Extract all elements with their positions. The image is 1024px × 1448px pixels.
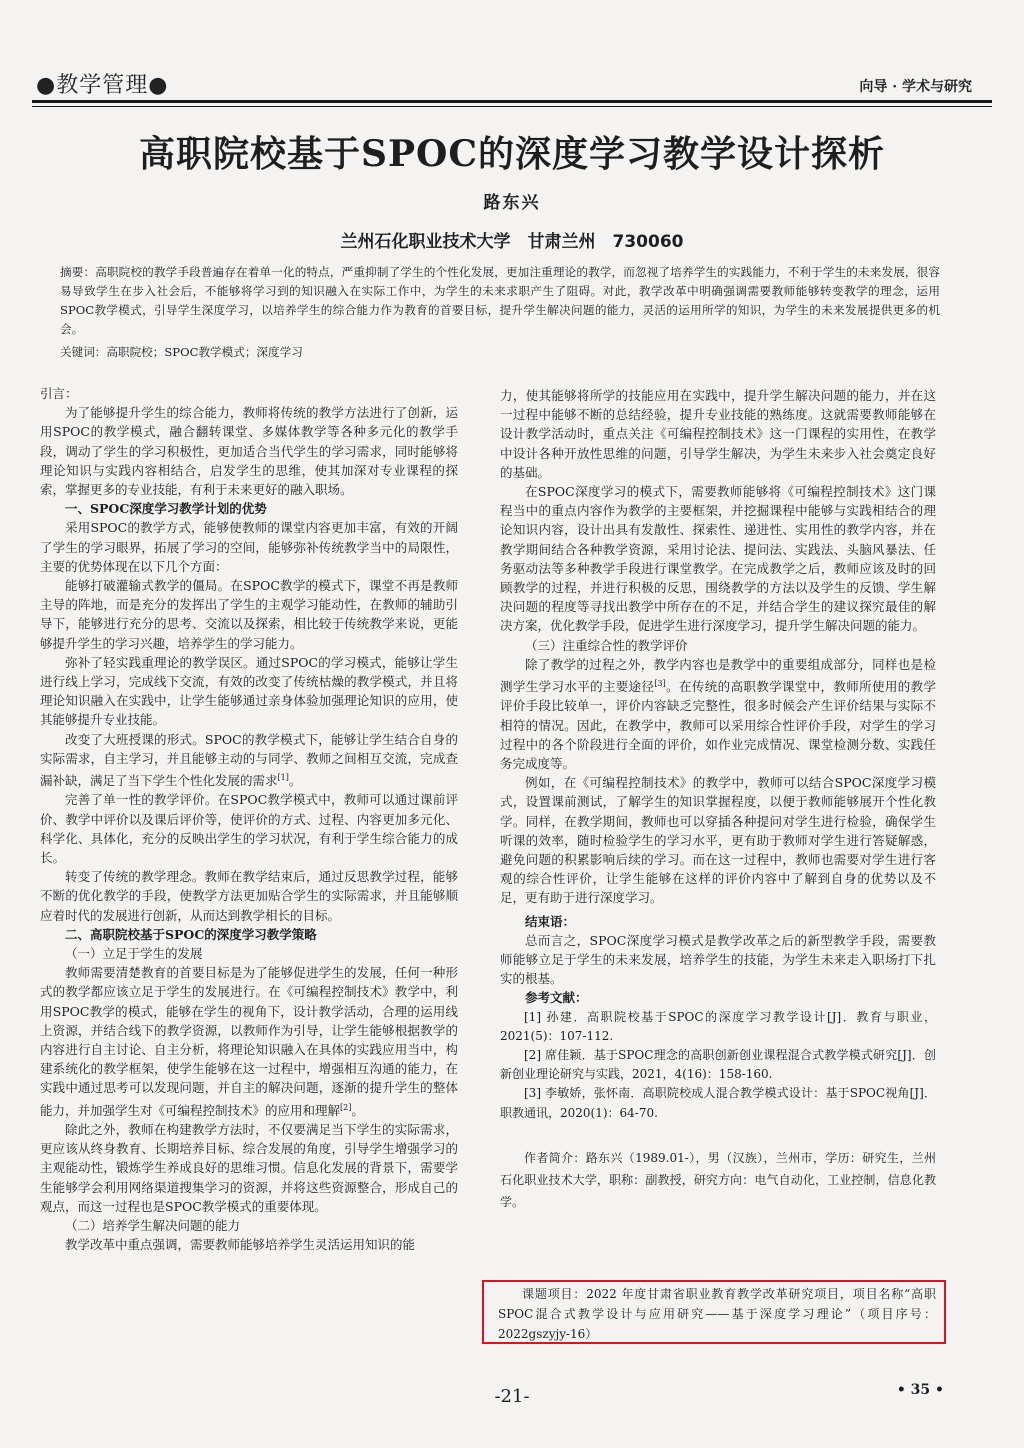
abstract: 摘要：高职院校的教学手段普遍存在着单一化的特点，严重抑制了学生的个性化发展，更加注重理论的教学，而忽视了培养学生的实践能力，不利于学生的未来发展，很容易导致学生在步入社会后，不能够将学习到的知识融入在实际工作中，为学生的未来求职产生了阻碍。对此，教学改革中明确强调需要教师能够转变教学的理念，运用SPOC教学模式，引导学生深度学习，以培养学生的综合能力作为教育的首要目标，提升学生解决问题的能力，灵活的运用所学的知识，为学生的未来发展提供更多的机会。 <box>60 265 940 336</box>
citation-ref: [1] <box>277 773 289 783</box>
paragraph: 力，使其能够将所学的技能应用在实践中，提升学生解决问题的能力，并在这一过程中能够不断的总结经验，提升专业技能的熟练度。这就需要教师能够在设计教学活动时，重点关注《可编程控制技术》这一门课程的实用性，在教学中设计各种开放性思维的问题，引导学生解决，为学生未来步入社会奠定良好的基础。 <box>500 388 936 480</box>
reference-item: [3] 李敏娇，张怀南．高职院校成人混合教学模式设计：基于SPOC视角[J]．职教通讯，2020(1)：64-70. <box>500 1086 936 1120</box>
journal-page-number: • 35 • <box>896 1382 944 1398</box>
paper-title: 高职院校基于SPOC的深度学习教学设计探析 <box>138 133 886 175</box>
paragraph: 为了能够提升学生的综合能力，教师将传统的教学方法进行了创新，运用SPOC的教学模式，融合翻转课堂、多媒体教学等各种多元化的教学手段，调动了学生的学习积极性，更加适合当代学生的学习需求，同时能够将理论知识与实践内容相结合，启发学生的思维，使其加深对专业课程的探索，掌握更多的专业技能，有利于未来更好的融入职场。 <box>40 405 458 498</box>
paragraph: 教学改革中重点强调，需要教师能够培养学生灵活运用知识的能 <box>65 1237 416 1253</box>
paragraph-text: 除了教学的过程之外，教学内容也是教学中的重要组成部分，同样也是检测学生学习水平的主要途径 <box>500 656 936 695</box>
paragraph: 除此之外，教师在构建教学方法时，不仅要满足当下学生的实际需求，更应该从终身教育、长期培养目标、综合发展的角度，引导学生增强学习的主观能动性，锻炼学生养成良好的思维习惯。信息化发展的背景下，需要学生能够学会利用网络渠道搜集学习的资源，并将这些资源整合，形成自己的观点，而这一过程也是SPOC教学模式的重要体现。 <box>40 1122 458 1214</box>
paragraph: 转变了传统的教学理念。教师在教学结束后，通过反思教学过程，能够不断的优化教学的手段，使教学方法更加贴合学生的实际需求，并且能够顺应着时代的发展进行创新，从而达到教学相长的目标。 <box>40 869 458 923</box>
paragraph-text: 改变了大班授课的形式。SPOC的教学模式下，能够让学生结合自身的实际需求，自主学习，并且能够主动的与同学、教师之间相互交流，完成查漏补缺，满足了当下学生个性化发展的需求 <box>40 731 458 789</box>
reference-item: [1] 孙建．高职院校基于SPOC的深度学习教学设计[J]．教育与职业，2021(5)：107-112. <box>500 1009 936 1043</box>
project-info-box <box>482 1280 946 1344</box>
journal-name: 向导 · 学术与研究 <box>859 79 972 95</box>
paper-affiliation: 兰州石化职业技术大学 甘肃兰州 730060 <box>340 232 684 252</box>
header-rule-thin <box>32 106 992 107</box>
paragraph: 能够打破灌输式教学的僵局。在SPOC教学的模式下，课堂不再是教师主导的阵地，而是充分的发挥出了学生的主观学习能动性，在教师的辅助引导下，能够进行充分的思考、交流以及探索，相比较于传统教学来说，更能够提升学生的学习兴趣，培养学生的学习能力。 <box>40 578 458 651</box>
paper-author: 路东兴 <box>483 193 541 213</box>
paragraph: 完善了单一性的教学评价。在SPOC教学模式中，教师可以通过课前评价、教学中评价以及课后评价等，使评价的方式、过程、内容更加多元化、科学化、具体化，充分的反映出学生的学习状况，有利于学生综合能力的成长。 <box>40 792 458 866</box>
author-bio: 作者简介：路东兴（1989.01-），男（汉族），兰州市，学历：研究生，兰州石化职业技术大学，职称：副教授，研究方向：电气自动化，工业控制，信息化教学。 <box>500 1150 936 1209</box>
header-rule-thick <box>32 100 992 103</box>
section-label: ●教学管理● <box>36 73 169 98</box>
project-info: 课题项目：2022 年度甘肃省职业教育教学改革研究项目，项目名称“高职SPOC混合式教学设计与应用研究——基于深度学习理论”（项目序号：2022gszyjy-16） <box>498 1287 936 1341</box>
conclusion-heading: 结束语： <box>525 913 576 929</box>
keywords: 关键词：高职院校；SPOC教学模式；深度学习 <box>60 345 303 359</box>
paragraph: 例如，在《可编程控制技术》的教学中，教师可以结合SPOC深度学习模式，设置课前测试，了解学生的知识掌握程度，以便于教师能够展开个性化教学。同样，在教学期间，教师也可以穿插各种提问对学生进行检验，确保学生听课的效率，随时检验学生的学习水平，更有助于教师对学生进行答疑解惑，避免问题的积累影响后续的学习。而在这一过程中，教师也需要对学生进行客观的综合性评价，让学生能够在这样的评价内容中了解到自身的优势以及不足，更有助于进行深度学习。 <box>500 775 936 906</box>
subsection-heading: （二）培养学生解决问题的能力 <box>65 1218 241 1234</box>
paragraph: 教师需要清楚教育的首要目标是为了能够促进学生的发展，任何一种形式的教学都应该立足于学生的发展进行。在《可编程控制技术》教学中，利用SPOC教学的模式，能够在学生的视角下，设计教学活动，合理的运用线上资源，并结合线下的教学资源，以教师作为引导，让学生能够根据教学的内容进行自主讨论、自主分析，将理论知识融入在具体的实践应用当中，构建系统化的教学框架，使学生能够在这一过程中，增强相互沟通的能力，在实践中通过思考可以发现问题，并自主的解决问题，逐渐的提升学生的整体能力，并加强学生对《可编程控制技术》的应用和理解[2]。 <box>40 965 458 1118</box>
paragraph: 采用SPOC的教学方式，能够使教师的课堂内容更加丰富，有效的开阔了学生的学习眼界，拓展了学习的空间，能够弥补传统教学当中的局限性，主要的优势体现在以下几个方面： <box>40 520 458 574</box>
citation-ref: [3] <box>654 679 666 689</box>
paragraph: 总而言之，SPOC深度学习模式是教学改革之后的新型教学手段，需要教师能够立足于学生的未来发展，培养学生的技能，为学生未来走入职场打下扎实的根基。 <box>500 932 936 987</box>
intro-heading: 引言： <box>40 386 78 401</box>
paragraph: 改变了大班授课的形式。SPOC的教学模式下，能够让学生结合自身的实际需求，自主学习，并且能够主动的与同学、教师之间相互交流，完成查漏补缺，满足了当下学生个性化发展的需求[1]。 <box>40 731 458 789</box>
paragraph: 在SPOC深度学习的模式下，需要教师能够将《可编程控制技术》这门课程当中的重点内容作为教学的主要框架，并挖掘课程中能够与实践相结合的理论知识内容，设计出具有发散性、探索性、递进性、实用性的教学内容，并在教学期间结合各种教学资源，采用讨论法、提问法、实践法、头脑风暴法、任务驱动法等多种教学手段进行课堂教学。在完成教学之后，教师应该及时的回顾教学的过程，并进行积极的反思，围绕教学的方法以及学生的反馈、学生解决问题的程度等寻找出教学中所存在的不足，并结合学生的建议探究最佳的解决方案，优化教学手段，促进学生进行深度学习，提升学生解决问题的能力。 <box>500 484 936 634</box>
paragraph-text: 教师需要清楚教育的首要目标是为了能够促进学生的发展，任何一种形式的教学都应该立足于学生的发展进行。在《可编程控制技术》教学中，利用SPOC教学的模式，能够在学生的视角下，设计教学活动，合理的运用线上资源，并结合线下的教学资源，以教师作为引导，让学生能够根据教学的内容进行自主讨论、自主分析，将理论知识融入在具体的实践应用当中，构建系统化的教学框架，使学生能够在这一过程中，增强相互沟通的能力，在实践中通过思考可以发现问题，并自主的解决问题，逐渐的提升学生的整体能力，并加强学生对《可编程控制技术》的应用和理解 <box>40 965 458 1118</box>
left-column <box>40 380 458 1254</box>
section-heading: 一、SPOC深度学习教学计划的优势 <box>65 501 267 517</box>
journal-header <box>32 62 992 104</box>
paragraph-text: 。在传统的高职教学课堂中，教师所使用的教学评价手段比较单一，评价内容缺乏完整性，很多时候会产生评价结果与实际不相符的情况。因此，在教学中，教师可以采用综合性评价手段，对学生的学习过程中的各个阶段进行全面的评价，如作业完成情况、课堂检测分数、实践任务完成度等。 <box>500 679 936 772</box>
section-heading: 二、高职院校基于SPOC的深度学习教学策略 <box>65 926 317 942</box>
reference-item: [2] 席佳颖．基于SPOC理念的高职创新创业课程混合式教学模式研究[J]．创新创业理论研究与实践，2021，4(16)：158-160. <box>500 1048 936 1082</box>
citation-ref: [2] <box>340 1102 352 1112</box>
subsection-heading: （一）立足于学生的发展 <box>65 946 203 962</box>
references-heading: 参考文献： <box>525 990 588 1006</box>
subsection-heading: （三）注重综合性的教学评价 <box>525 637 688 653</box>
paragraph: 弥补了轻实践重理论的教学误区。通过SPOC的学习模式，能够让学生进行线上学习，完成线下交流，有效的改变了传统枯燥的教学模式，并且将理论知识融入在实践中，让学生能够通过亲身体验加强理论知识的应用，使其能够提升专业技能。 <box>40 654 458 728</box>
page-number: -21- <box>494 1386 530 1407</box>
right-column <box>500 386 936 1213</box>
paragraph <box>500 655 936 773</box>
